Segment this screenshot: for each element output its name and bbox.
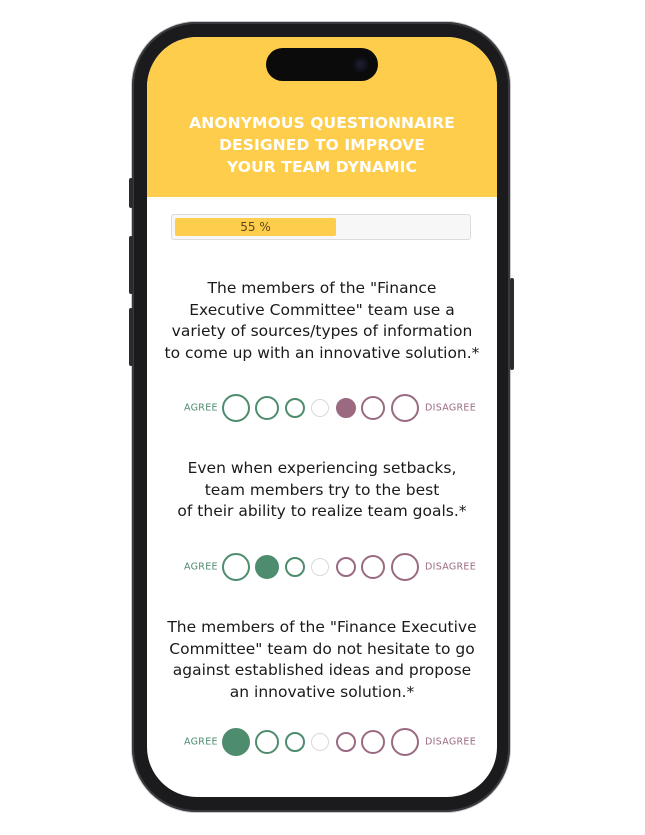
volume-up-button <box>129 236 133 294</box>
rating-option-6[interactable] <box>361 396 385 420</box>
rating-option-2[interactable] <box>255 730 279 754</box>
title-line: DESIGNED TO IMPROVE <box>219 136 425 154</box>
page-title <box>147 112 497 178</box>
rating-option-4[interactable] <box>311 733 329 751</box>
rating-option-7[interactable] <box>391 728 419 756</box>
rating-option-3[interactable] <box>285 398 305 418</box>
rating-option-5[interactable] <box>336 557 356 577</box>
question-line: variety of sources/types of information <box>171 322 473 340</box>
camera-icon <box>353 57 368 72</box>
rating-option-3[interactable] <box>285 732 305 752</box>
question-line: to come up with an innovative solution.* <box>164 343 480 362</box>
question-line: an innovative solution.* <box>229 682 415 701</box>
rating-option-6[interactable] <box>361 730 385 754</box>
progress-label: 55 % <box>240 220 271 234</box>
question-line: of their ability to realize team goals.* <box>177 502 467 520</box>
rating-option-7[interactable] <box>391 394 419 422</box>
question-text <box>147 458 497 523</box>
rating-option-6[interactable] <box>361 555 385 579</box>
progress-bar <box>171 214 471 240</box>
disagree-label: DISAGREE <box>425 561 477 573</box>
rating-option-1[interactable] <box>222 728 250 756</box>
power-button <box>510 278 514 370</box>
disagree-label: DISAGREE <box>425 736 477 748</box>
title-line: ANONYMOUS QUESTIONNAIRE <box>189 114 455 132</box>
question-line: Executive Committee" team use a <box>189 300 455 319</box>
question-line: Even when experiencing setbacks, <box>187 459 457 477</box>
rating-option-5[interactable] <box>336 732 356 752</box>
rating-scale <box>147 727 497 757</box>
question-text <box>147 278 497 364</box>
question-line: team members try to the best <box>204 480 440 499</box>
rating-option-5[interactable] <box>336 398 356 418</box>
volume-down-button <box>129 308 133 366</box>
screen <box>147 37 497 797</box>
rating-option-1[interactable] <box>222 394 250 422</box>
action-button <box>129 178 133 208</box>
question-line: The members of the "Finance <box>207 279 437 297</box>
rating-option-1[interactable] <box>222 553 250 581</box>
rating-scale <box>147 552 497 582</box>
title-line: YOUR TEAM DYNAMIC <box>227 158 417 176</box>
agree-label: AGREE <box>184 402 218 414</box>
rating-option-4[interactable] <box>311 399 329 417</box>
question-line: against established ideas and propose <box>172 661 472 679</box>
progress-fill <box>175 218 336 236</box>
dynamic-island <box>266 48 378 81</box>
rating-scale <box>147 393 497 423</box>
header-banner <box>147 37 497 197</box>
rating-option-2[interactable] <box>255 396 279 420</box>
agree-label: AGREE <box>184 736 218 748</box>
disagree-label: DISAGREE <box>425 402 477 414</box>
rating-option-7[interactable] <box>391 553 419 581</box>
rating-option-4[interactable] <box>311 558 329 576</box>
agree-label: AGREE <box>184 561 218 573</box>
question-line: Committee" team do not hesitate to go <box>169 639 475 658</box>
rating-option-3[interactable] <box>285 557 305 577</box>
question-text <box>147 617 497 703</box>
question-line: The members of the "Finance Executive <box>167 618 477 636</box>
rating-option-2[interactable] <box>255 555 279 579</box>
